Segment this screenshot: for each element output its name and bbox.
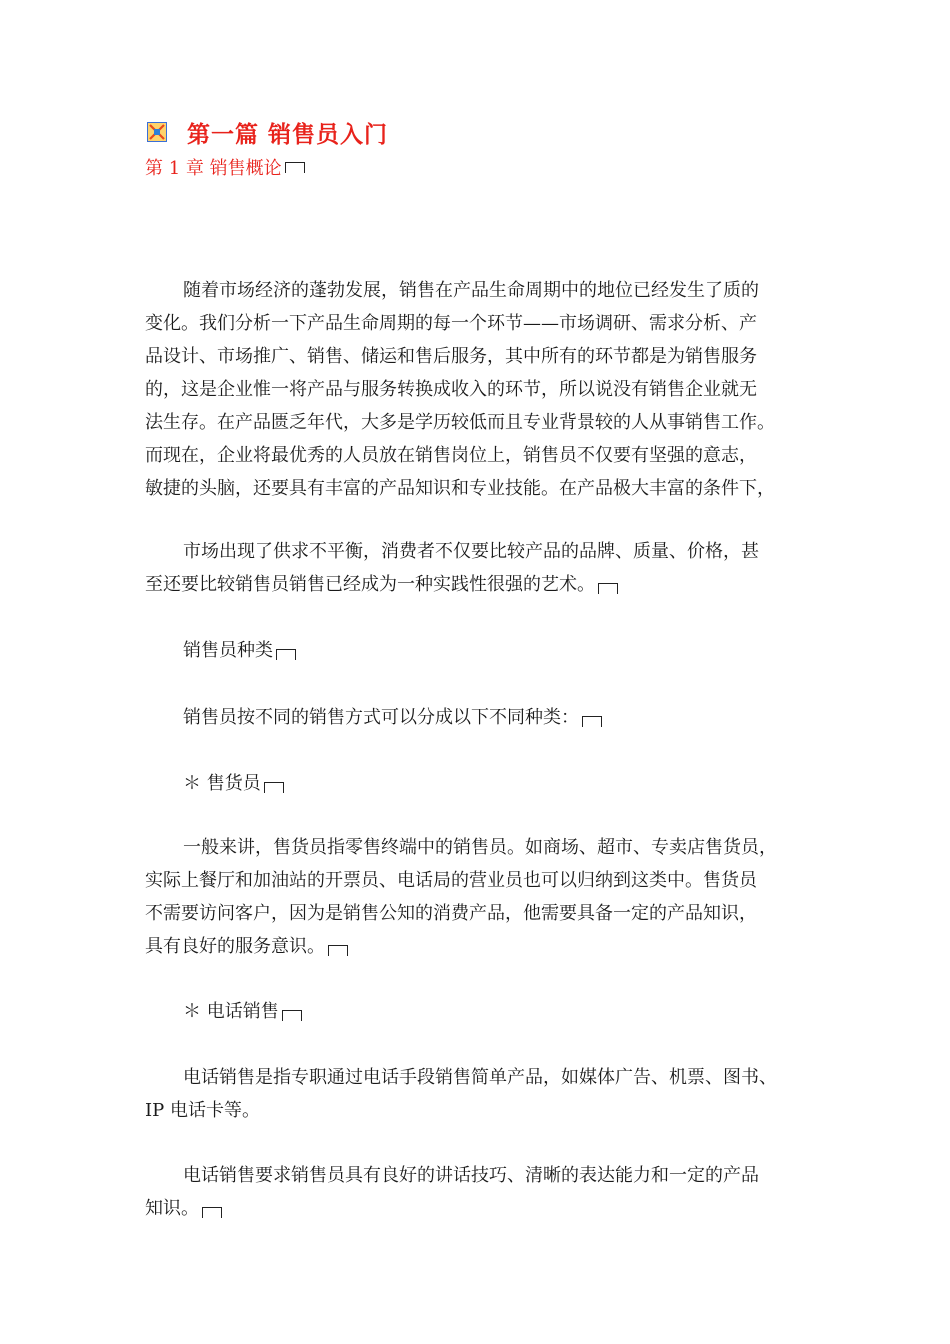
paragraph-5 bbox=[145, 1061, 810, 1127]
text-line: 随着市场经济的蓬勃发展，销售在产品生命周期中的地位已经发生了质的 bbox=[183, 280, 759, 301]
image-placeholder-icon bbox=[147, 122, 167, 142]
chapter-heading bbox=[145, 154, 305, 180]
paragraph-2 bbox=[145, 535, 810, 601]
text-line: 品设计、市场推广、销售、储运和售后服务，其中所有的环节都是为销售服务 bbox=[145, 346, 757, 367]
paragraph-mark-icon bbox=[202, 1207, 222, 1218]
text-line: 至还要比较销售员销售已经成为一种实践性很强的艺术。 bbox=[145, 568, 810, 601]
paragraph-6 bbox=[145, 1159, 810, 1225]
section-heading-types bbox=[145, 634, 810, 667]
text-line: 的，这是企业惟一将产品与服务转换成收入的环节，所以说没有销售企业就无 bbox=[145, 379, 757, 400]
paragraph-mark-icon bbox=[285, 162, 305, 173]
text-line: 实际上餐厅和加油站的开票员、电话局的营业员也可以归纳到这类中。售货员 bbox=[145, 870, 757, 891]
bullet-text: ＊ 电话销售 bbox=[183, 1001, 279, 1022]
paragraph-3 bbox=[145, 701, 810, 734]
bullet-text: ＊ 售货员 bbox=[183, 773, 261, 794]
text-line: 销售员按不同的销售方式可以分成以下不同种类： bbox=[183, 707, 579, 728]
paragraph-mark-icon bbox=[598, 583, 618, 594]
paragraph-mark-icon bbox=[276, 649, 296, 660]
text-line: 变化。我们分析一下产品生命周期的每一个环节——市场调研、需求分析、产 bbox=[145, 313, 757, 334]
part-title: 第一篇 销售员入门 bbox=[187, 121, 389, 148]
text-line: 法生存。在产品匮乏年代，大多是学历较低而且专业背景较的人从事销售工作。 bbox=[145, 412, 775, 433]
text-line: 具有良好的服务意识。 bbox=[145, 930, 810, 963]
chapter-heading-text: 第 1 章 销售概论 bbox=[145, 158, 282, 179]
bullet-salesclerk bbox=[145, 767, 810, 800]
part-title-row bbox=[147, 116, 388, 148]
bullet-telesales bbox=[145, 995, 810, 1028]
section-heading-text: 销售员种类 bbox=[183, 640, 273, 661]
paragraph-mark-icon bbox=[282, 1010, 302, 1021]
paragraph-mark-icon bbox=[264, 782, 284, 793]
paragraph-4 bbox=[145, 831, 810, 963]
text-line: 电话销售要求销售员具有良好的讲话技巧、清晰的表达能力和一定的产品 bbox=[183, 1165, 759, 1186]
text-line: 不需要访问客户，因为是销售公知的消费产品，他需要具备一定的产品知识， bbox=[145, 903, 757, 924]
paragraph-1 bbox=[145, 274, 810, 505]
text-line: 一般来讲，售货员指零售终端中的销售员。如商场、超市、专卖店售货员， bbox=[183, 837, 777, 858]
text-line: 敏捷的头脑，还要具有丰富的产品知识和专业技能。在产品极大丰富的条件下， bbox=[145, 478, 775, 499]
text-line: 电话销售是指专职通过电话手段销售简单产品，如媒体广告、机票、图书、 bbox=[183, 1067, 777, 1088]
text-line: IP 电话卡等。 bbox=[145, 1100, 260, 1121]
text-line: 市场出现了供求不平衡，消费者不仅要比较产品的品牌、质量、价格，甚 bbox=[183, 541, 759, 562]
paragraph-mark-icon bbox=[328, 945, 348, 956]
text-line: 知识。 bbox=[145, 1192, 810, 1225]
paragraph-mark-icon bbox=[582, 716, 602, 727]
text-line: 而现在，企业将最优秀的人员放在销售岗位上，销售员不仅要有坚强的意志， bbox=[145, 445, 757, 466]
